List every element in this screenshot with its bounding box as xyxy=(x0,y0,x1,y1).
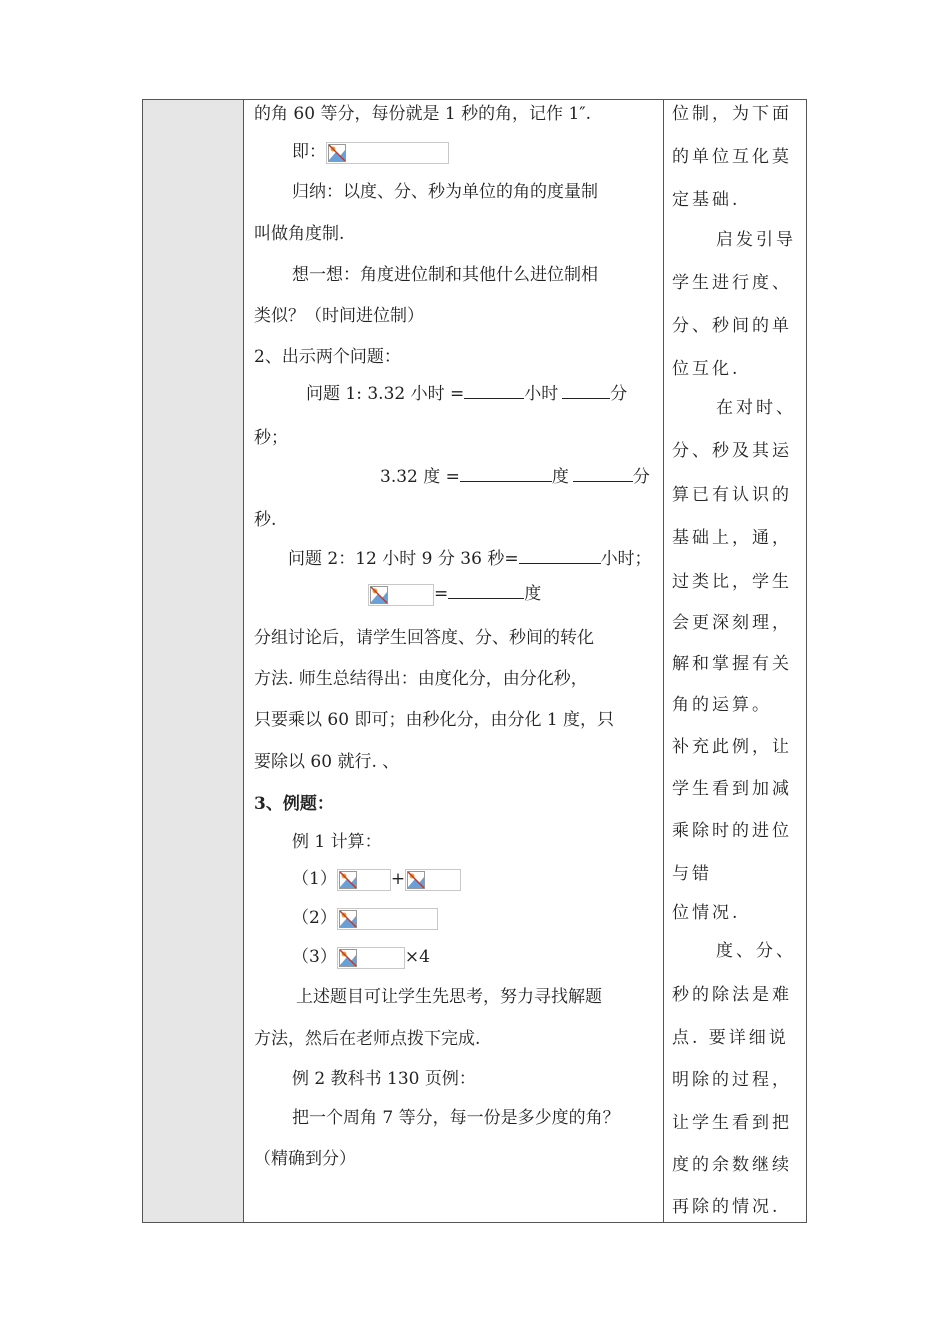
note-line: 会更深刻理， xyxy=(672,613,792,633)
note-line: 再除的情况. xyxy=(672,1197,781,1217)
note-line: 角的运算。 xyxy=(672,695,772,715)
note-line: 补充此例，让 xyxy=(672,737,792,757)
notes-column xyxy=(663,100,806,1222)
label: （2） xyxy=(292,908,337,928)
note-line: 定基础. xyxy=(672,190,741,210)
text-line: 只要乘以 60 即可；由秒化分，由分化 1 度，只 xyxy=(254,710,615,730)
section-heading: 3、例题： xyxy=(254,794,334,814)
blank xyxy=(464,382,524,399)
text-line: 2、出示两个问题： xyxy=(254,347,401,367)
label: 问题 1: 3.32 小时 = xyxy=(306,384,465,404)
operator: + xyxy=(390,869,406,889)
note-line: 明除的过程， xyxy=(672,1070,792,1090)
note-line: 与错 xyxy=(672,864,712,884)
blank xyxy=(562,382,610,399)
label: 分 xyxy=(610,384,628,404)
note-line: 乘除时的进位 xyxy=(672,821,792,841)
label: （1） xyxy=(292,869,337,889)
note-line: 学生进行度、 xyxy=(672,273,792,293)
broken-image-icon xyxy=(337,908,438,930)
label: 小时 xyxy=(524,384,559,404)
label: 度 xyxy=(524,584,542,604)
text-line: 把一个周角 7 等分，每一份是多少度的角？ xyxy=(292,1108,620,1128)
note-line: 学生看到加减 xyxy=(672,779,792,799)
example-1-item xyxy=(292,867,461,891)
label: = xyxy=(434,584,449,604)
label: 小时； xyxy=(600,549,652,569)
note-line: 启发引导 xyxy=(716,230,796,250)
question-2-line xyxy=(288,547,652,571)
text-line: 要除以 60 就行. 、 xyxy=(254,752,400,772)
note-line: 位互化. xyxy=(672,359,741,379)
note-line: 秒的除法是难 xyxy=(672,985,792,1005)
note-line: 点. 要详细说 xyxy=(672,1028,789,1048)
text-line: 例 2 教科书 130 页例： xyxy=(292,1069,476,1089)
question-1-line xyxy=(306,382,627,406)
note-line: 度的余数继续 xyxy=(672,1155,792,1175)
left-column xyxy=(143,100,244,1222)
blank xyxy=(573,465,633,482)
question-1b-line xyxy=(380,465,650,489)
note-line: 位情况. xyxy=(672,903,741,923)
label: （3） xyxy=(292,947,337,967)
note-line: 在对时、 xyxy=(716,398,796,418)
example-3-item xyxy=(292,945,430,969)
operator: ×4 xyxy=(404,947,430,967)
note-line: 位制，为下面 xyxy=(672,104,792,124)
text-line: 秒. xyxy=(254,510,277,530)
note-line: 基础上，通， xyxy=(672,528,792,548)
note-line: 算已有认识的 xyxy=(672,485,792,505)
text-line: 类似？（时间进位制） xyxy=(254,306,424,326)
lesson-table xyxy=(142,99,807,1223)
content-column xyxy=(244,100,663,1222)
text-line: 上述题目可让学生先思考，努力寻找解题 xyxy=(296,987,602,1007)
text-line: 归纳：以度、分、秒为单位的角的度量制 xyxy=(292,182,598,202)
broken-image-icon xyxy=(405,869,461,891)
label: 即： xyxy=(292,142,326,162)
broken-image-icon xyxy=(326,142,449,164)
text-line: 方法. 师生总结得出：由度化分，由分化秒， xyxy=(254,669,588,689)
text-line: 方法，然后在老师点拨下完成. xyxy=(254,1029,481,1049)
label: 3.32 度 = xyxy=(380,467,460,487)
note-line: 解和掌握有关 xyxy=(672,654,792,674)
note-line: 度、分、 xyxy=(716,941,796,961)
note-line: 过类比，学生 xyxy=(672,572,792,592)
note-line: 分、秒及其运 xyxy=(672,441,792,461)
note-line: 让学生看到把 xyxy=(672,1113,792,1133)
text-line: 例 1 计算： xyxy=(292,832,382,852)
broken-image-icon xyxy=(368,584,434,606)
example-2-item xyxy=(292,906,438,930)
text-line: 分组讨论后，请学生回答度、分、秒间的转化 xyxy=(254,628,594,648)
note-line: 分、秒间的单 xyxy=(672,316,792,336)
blank xyxy=(519,547,601,564)
text-line: 叫做角度制. xyxy=(254,224,345,244)
text-line: 想一想：角度进位制和其他什么进位制相 xyxy=(292,265,598,285)
blank xyxy=(460,465,552,482)
note-line: 的单位互化莫 xyxy=(672,147,792,167)
text-line: （精确到分） xyxy=(254,1149,356,1169)
broken-image-icon xyxy=(337,869,391,891)
label: 分 xyxy=(632,467,650,487)
formula-line xyxy=(292,140,449,164)
question-2b-line xyxy=(368,582,541,606)
label: 度 xyxy=(551,467,569,487)
text-line: 的角 60 等分，每份就是 1 秒的角，记作 1″. xyxy=(254,104,592,124)
label: 问题 2：12 小时 9 分 36 秒= xyxy=(288,549,519,569)
text-line: 秒； xyxy=(254,428,288,448)
broken-image-icon xyxy=(337,947,405,969)
blank xyxy=(448,582,524,599)
